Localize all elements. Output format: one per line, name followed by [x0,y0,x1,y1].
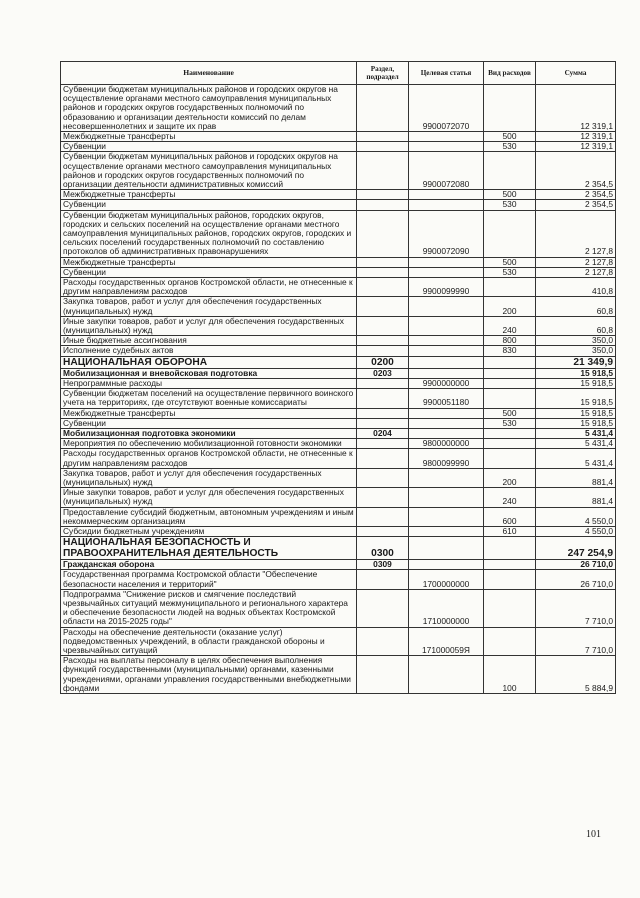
cell-type [484,152,536,190]
cell-target [409,537,484,560]
cell-amount: 21 349,9 [536,356,616,368]
table-row [61,200,616,210]
cell-section [357,278,409,297]
cell-type [484,560,536,570]
cell-section: 0300 [357,537,409,560]
cell-name: Межбюджетные трансферты [61,408,357,418]
table-row [61,537,616,560]
budget-table [60,61,616,694]
cell-target [409,656,484,694]
cell-type [484,627,536,656]
cell-section [357,589,409,627]
cell-type: 530 [484,142,536,152]
cell-amount: 15 918,5 [536,368,616,378]
cell-name: Субсидии бюджетным учреждениям [61,526,357,536]
header-section: Раздел, подраздел [357,62,409,85]
cell-amount: 410,8 [536,278,616,297]
cell-section [357,468,409,487]
table-row [61,346,616,356]
cell-target: 9900072070 [409,85,484,132]
cell-name: НАЦИОНАЛЬНАЯ ОБОРОНА [61,356,357,368]
cell-section [357,200,409,210]
cell-name: Государственная программа Костромской области "Обеспечение безопасности населения и территорий" [61,570,357,589]
cell-section [357,418,409,428]
cell-type: 600 [484,507,536,526]
cell-section: 0203 [357,368,409,378]
cell-amount: 350,0 [536,346,616,356]
cell-target: 9900051180 [409,389,484,408]
cell-type: 800 [484,336,536,346]
header-name: Наименование [61,62,357,85]
cell-type [484,589,536,627]
cell-section [357,132,409,142]
cell-type: 610 [484,526,536,536]
cell-name: Субвенции [61,418,357,428]
cell-section [357,627,409,656]
cell-name: Непрограммные расходы [61,378,357,388]
cell-section: 0309 [357,560,409,570]
cell-target [409,190,484,200]
cell-target [409,418,484,428]
cell-target: 9900072080 [409,152,484,190]
table-row [61,389,616,408]
cell-section [357,346,409,356]
cell-amount: 2 127,8 [536,267,616,277]
cell-amount: 5 431,4 [536,428,616,438]
cell-amount: 12 319,1 [536,132,616,142]
cell-amount: 15 918,5 [536,378,616,388]
cell-section: 0200 [357,356,409,368]
table-row [61,468,616,487]
cell-section [357,190,409,200]
cell-target [409,132,484,142]
table-row [61,85,616,132]
cell-name: Расходы на обеспечение деятельности (оказание услуг) подведомственных учреждений, в области гражданской обороны и чрезвычайных ситуаций [61,627,357,656]
table-row [61,152,616,190]
table-row [61,526,616,536]
cell-type: 530 [484,418,536,428]
cell-amount: 4 550,0 [536,507,616,526]
cell-amount: 60,8 [536,316,616,335]
table-row [61,656,616,694]
cell-target [409,200,484,210]
cell-amount: 15 918,5 [536,389,616,408]
table-row [61,560,616,570]
cell-type [484,356,536,368]
cell-section [357,85,409,132]
cell-type: 500 [484,257,536,267]
cell-section [357,389,409,408]
table-row [61,267,616,277]
cell-target [409,488,484,507]
cell-amount: 5 431,4 [536,449,616,468]
table-row [61,368,616,378]
cell-target [409,526,484,536]
cell-target: 1700000000 [409,570,484,589]
table-row [61,142,616,152]
cell-target [409,560,484,570]
cell-section [357,449,409,468]
cell-amount: 247 254,9 [536,537,616,560]
cell-type [484,210,536,257]
cell-name: Субвенции бюджетам поселений на осуществление первичного воинского учета на территориях, где отсутствуют военные комиссариаты [61,389,357,408]
cell-target: 9800099990 [409,449,484,468]
table-row [61,210,616,257]
cell-type: 530 [484,267,536,277]
cell-type [484,428,536,438]
cell-target [409,428,484,438]
cell-name: Межбюджетные трансферты [61,190,357,200]
cell-name: Расходы на выплаты персоналу в целях обеспечения выполнения функций государственными (муниципальными) органами, казенными учреждениями, органами управления государственными внебюджетными фондами [61,656,357,694]
table-row [61,278,616,297]
cell-amount: 2 127,8 [536,257,616,267]
table-row [61,316,616,335]
header-type: Вид расходов [484,62,536,85]
cell-name: Закупка товаров, работ и услуг для обеспечения государственных (муниципальных) нужд [61,297,357,316]
cell-section [357,297,409,316]
cell-type: 500 [484,190,536,200]
cell-target [409,267,484,277]
table-row [61,378,616,388]
page-number: 101 [586,829,601,840]
cell-amount: 2 127,8 [536,210,616,257]
cell-type [484,537,536,560]
table-row [61,132,616,142]
table-row [61,449,616,468]
table-row [61,257,616,267]
table-row [61,428,616,438]
cell-type: 200 [484,468,536,487]
cell-type: 100 [484,656,536,694]
cell-section [357,210,409,257]
cell-name: Субвенции [61,142,357,152]
cell-target: 9900072090 [409,210,484,257]
cell-type: 830 [484,346,536,356]
cell-section [357,152,409,190]
cell-name: Субвенции [61,267,357,277]
cell-name: Субвенции [61,200,357,210]
cell-target [409,297,484,316]
cell-name: Мобилизационная и вневойсковая подготовка [61,368,357,378]
cell-target: 9900099990 [409,278,484,297]
cell-amount: 26 710,0 [536,560,616,570]
cell-amount: 2 354,5 [536,190,616,200]
cell-type: 500 [484,408,536,418]
cell-amount: 15 918,5 [536,418,616,428]
header-amount: Сумма [536,62,616,85]
cell-name: Предоставление субсидий бюджетным, автономным учреждениям и иным некоммерческим организациям [61,507,357,526]
cell-amount: 12 319,1 [536,142,616,152]
cell-name: Подпрограмма "Снижение рисков и смягчение последствий чрезвычайных ситуаций межмуниципального и регионального характера и обеспечение безопасности людей на водных объектах Костромской области на 2015-2025 годы" [61,589,357,627]
table-row [61,627,616,656]
cell-name: Гражданская оборона [61,560,357,570]
cell-name: Субвенции бюджетам муниципальных районов и городских округов на осуществление органами местного самоуправления муниципальных районов и городских округов государственных полномочий по образованию и организации деятельности комиссий по делам несовершеннолетних и защите их прав [61,85,357,132]
cell-amount: 15 918,5 [536,408,616,418]
cell-section [357,488,409,507]
cell-target [409,408,484,418]
cell-type [484,378,536,388]
cell-name: НАЦИОНАЛЬНАЯ БЕЗОПАСНОСТЬ И ПРАВООХРАНИТЕЛЬНАЯ ДЕЯТЕЛЬНОСТЬ [61,537,357,560]
cell-target [409,468,484,487]
cell-amount: 7 710,0 [536,627,616,656]
cell-section [357,526,409,536]
cell-section [357,656,409,694]
cell-type [484,368,536,378]
cell-target [409,316,484,335]
cell-section [357,439,409,449]
cell-name: Мероприятия по обеспечению мобилизационной готовности экономики [61,439,357,449]
cell-target: 9900000000 [409,378,484,388]
cell-amount: 7 710,0 [536,589,616,627]
cell-target [409,507,484,526]
cell-target: 171000059Я [409,627,484,656]
cell-type [484,449,536,468]
cell-type [484,389,536,408]
cell-section [357,267,409,277]
cell-section [357,507,409,526]
table-row [61,418,616,428]
cell-amount: 60,8 [536,297,616,316]
cell-name: Межбюджетные трансферты [61,132,357,142]
cell-name: Субвенции бюджетам муниципальных районов и городских округов на осуществление органами местного самоуправления муниципальных районов и городских округов государственных полномочий по организации деятельности административных комиссий [61,152,357,190]
cell-name: Иные закупки товаров, работ и услуг для обеспечения государственных (муниципальных) нужд [61,488,357,507]
cell-amount: 2 354,5 [536,200,616,210]
cell-amount: 5 431,4 [536,439,616,449]
cell-target [409,336,484,346]
cell-target: 1710000000 [409,589,484,627]
cell-amount: 12 319,1 [536,85,616,132]
cell-section [357,570,409,589]
table-row [61,297,616,316]
cell-name: Иные закупки товаров, работ и услуг для обеспечения государственных (муниципальных) нужд [61,316,357,335]
cell-section [357,142,409,152]
cell-section [357,408,409,418]
cell-name: Расходы государственных органов Костромской области, не отнесенные к другим направлениям расходов [61,278,357,297]
cell-amount: 350,0 [536,336,616,346]
table-row [61,190,616,200]
header-target: Целевая статья [409,62,484,85]
cell-amount: 4 550,0 [536,526,616,536]
cell-section [357,257,409,267]
table-body [61,85,616,694]
table-row [61,439,616,449]
table-row [61,408,616,418]
cell-type [484,570,536,589]
cell-name: Мобилизационная подготовка экономики [61,428,357,438]
cell-name: Субвенции бюджетам муниципальных районов, городских округов, городских и сельских поселений на осуществление органами местного самоуправления муниципальных районов, городских округов, городских и сельских поселений государственных полномочий по составлению протоколов об административных правонарушениях [61,210,357,257]
cell-name: Расходы государственных органов Костромской области, не отнесенные к другим направлениям расходов [61,449,357,468]
cell-type: 530 [484,200,536,210]
cell-target [409,346,484,356]
cell-type: 500 [484,132,536,142]
table-row [61,570,616,589]
cell-type: 240 [484,488,536,507]
cell-name: Исполнение судебных актов [61,346,357,356]
table-header-row [61,62,616,85]
cell-amount: 26 710,0 [536,570,616,589]
cell-amount: 881,4 [536,468,616,487]
cell-target: 9800000000 [409,439,484,449]
cell-name: Межбюджетные трансферты [61,257,357,267]
cell-section: 0204 [357,428,409,438]
cell-type: 200 [484,297,536,316]
table-row [61,336,616,346]
cell-amount: 881,4 [536,488,616,507]
cell-amount: 2 354,5 [536,152,616,190]
cell-amount: 5 884,9 [536,656,616,694]
cell-type [484,85,536,132]
cell-section [357,336,409,346]
cell-target [409,368,484,378]
table-row [61,356,616,368]
table-row [61,488,616,507]
table-row [61,589,616,627]
cell-name: Закупка товаров, работ и услуг для обеспечения государственных (муниципальных) нужд [61,468,357,487]
cell-target [409,356,484,368]
cell-target [409,142,484,152]
cell-section [357,316,409,335]
cell-section [357,378,409,388]
cell-type [484,439,536,449]
table-row [61,507,616,526]
cell-target [409,257,484,267]
cell-type [484,278,536,297]
cell-name: Иные бюджетные ассигнования [61,336,357,346]
cell-type: 240 [484,316,536,335]
